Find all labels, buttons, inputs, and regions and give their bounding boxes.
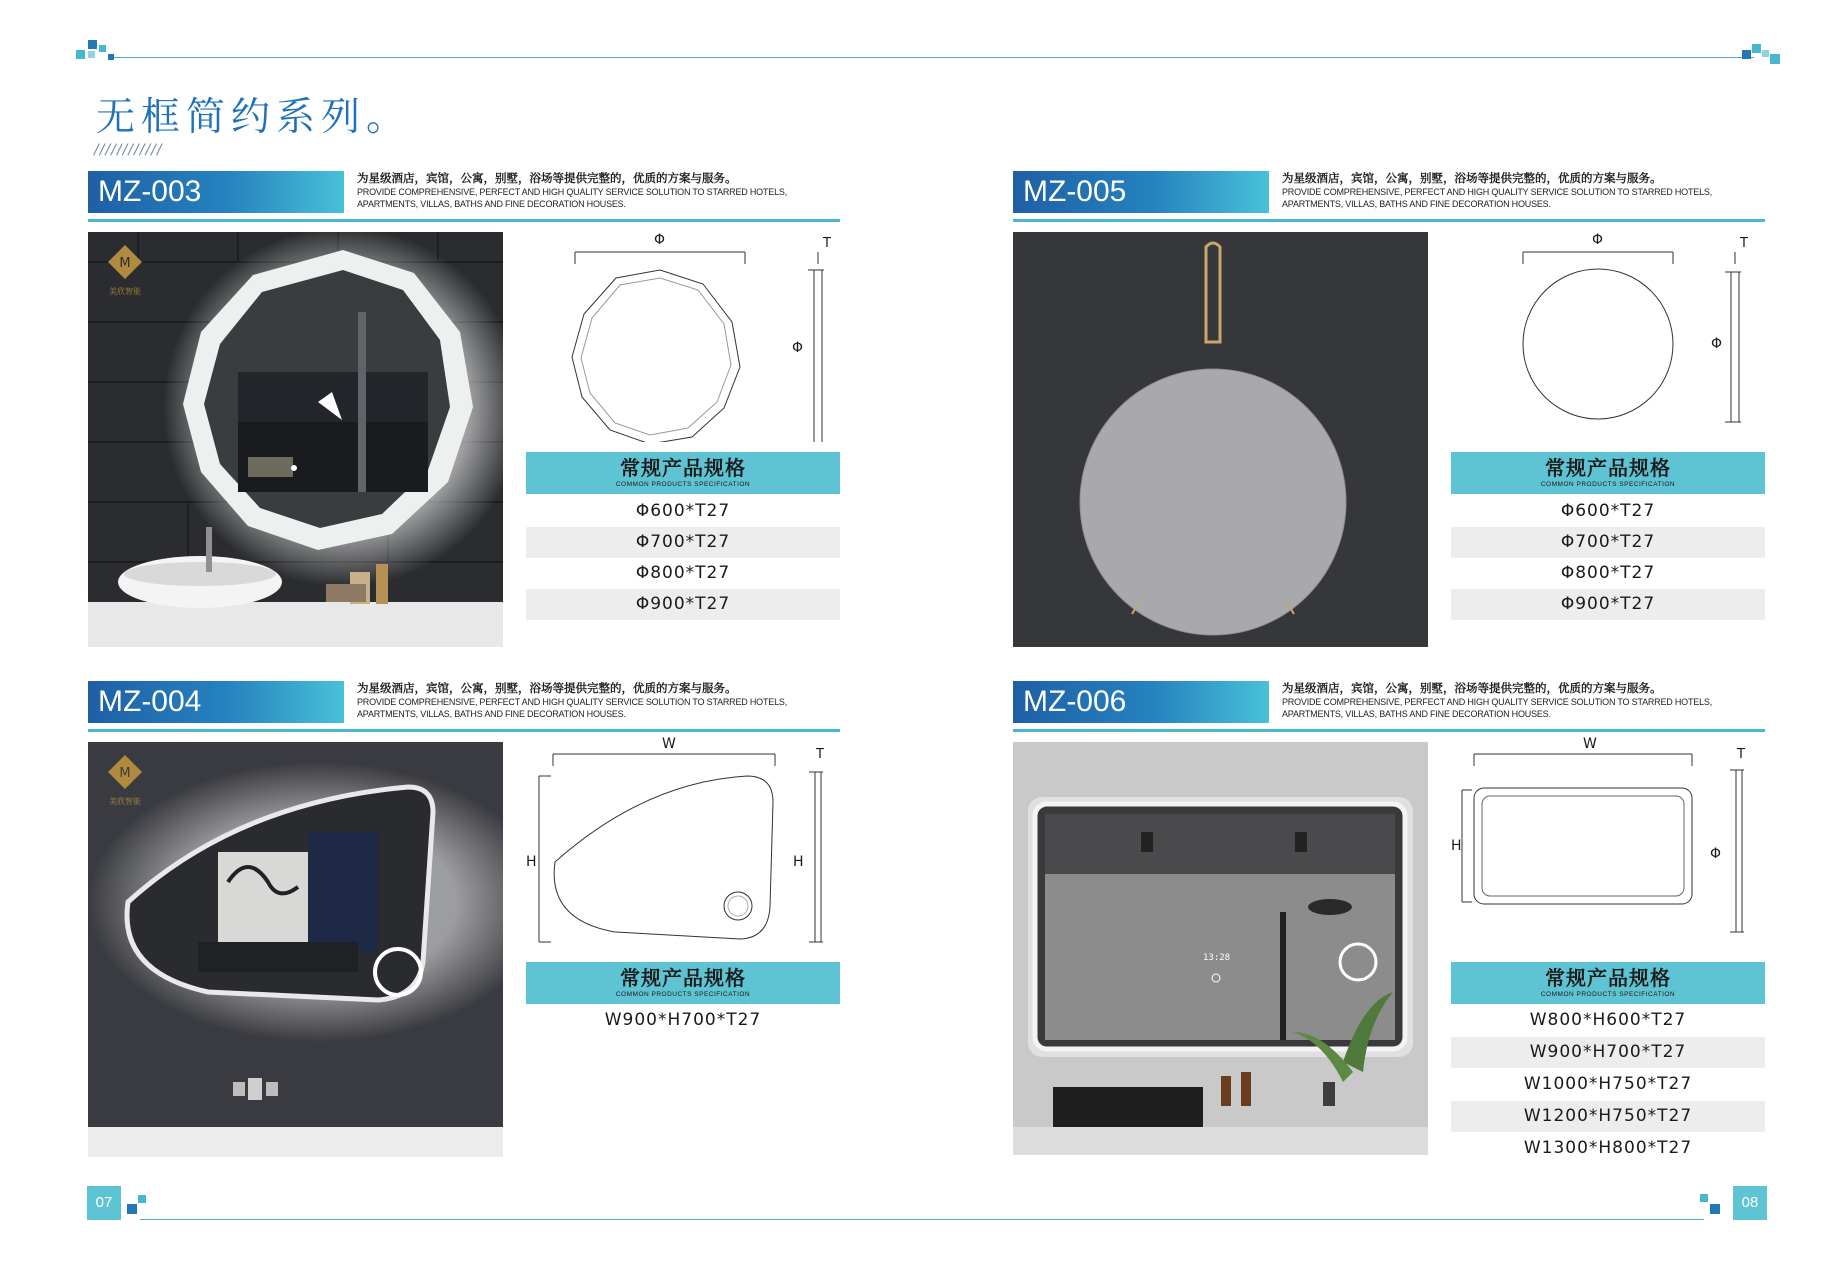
- description-en-1: PROVIDE COMPREHENSIVE, PERFECT AND HIGH QUALITY SERVICE SOLUTION TO STARRED HOTELS,: [1282, 187, 1712, 197]
- spec-heading-en: COMMON PRODUCTS SPECIFICATION: [1540, 991, 1676, 998]
- spec-heading: [1451, 452, 1765, 494]
- decor-square: [138, 1195, 146, 1203]
- dim-width-label: Φ: [1592, 232, 1604, 248]
- spec-row: Φ900*T27: [1451, 589, 1765, 620]
- dim-thickness-label: T: [1740, 236, 1748, 251]
- decor-square: [1770, 54, 1780, 64]
- dim-thickness-label: T: [1737, 747, 1745, 762]
- decor-square: [76, 50, 85, 59]
- spec-heading: [1451, 962, 1765, 1004]
- description-cn: 为星级酒店，宾馆，公寓，别墅，浴场等提供完整的，优质的方案与服务。: [1282, 171, 1662, 185]
- spec-row: Φ700*T27: [526, 527, 840, 558]
- spec-row: Φ800*T27: [635, 563, 731, 583]
- spec-row: W1300*H800*T27: [1523, 1138, 1693, 1158]
- description-en-1: PROVIDE COMPREHENSIVE, PERFECT AND HIGH QUALITY SERVICE SOLUTION TO STARRED HOTELS,: [1282, 697, 1712, 707]
- decor-square: [99, 45, 106, 52]
- spec-row: W1000*H750*T27: [1523, 1074, 1693, 1094]
- brand-logo: [102, 752, 148, 812]
- logo-text: 美欣智能: [109, 797, 141, 806]
- section-rule: [1013, 729, 1765, 732]
- description-en-2: APARTMENTS, VILLAS, BATHS AND FINE DECORATION HOUSES.: [357, 199, 626, 209]
- dimension-drawing-mz-005: [1485, 232, 1770, 446]
- product-photo-mz-003: [88, 232, 503, 647]
- section-rule: [88, 219, 840, 222]
- decor-square: [1710, 1204, 1720, 1214]
- page-title: 无框简约系列。: [96, 95, 412, 140]
- dimension-drawing-mz-003: [560, 232, 845, 446]
- decor-square: [1700, 1194, 1708, 1202]
- description-cn: 为星级酒店，宾馆，公寓，别墅，浴场等提供完整的，优质的方案与服务。: [1282, 681, 1662, 695]
- product-photo-mz-005: [1013, 232, 1428, 647]
- spec-row: W900*H700*T27: [1451, 1037, 1765, 1068]
- spec-row: Φ900*T27: [526, 589, 840, 620]
- spec-heading: [526, 452, 840, 494]
- description-en-2: APARTMENTS, VILLAS, BATHS AND FINE DECORATION HOUSES.: [1282, 199, 1551, 209]
- svg-text:M: M: [119, 256, 131, 271]
- product-description: [1282, 170, 1762, 210]
- description-cn: 为星级酒店，宾馆，公寓，别墅，浴场等提供完整的，优质的方案与服务。: [357, 681, 737, 695]
- spec-row: Φ800*T27: [1560, 563, 1656, 583]
- model-label: MZ-005: [1013, 171, 1269, 213]
- dim-height-label: Φ: [792, 340, 804, 356]
- svg-text:M: M: [119, 766, 131, 781]
- description-cn: 为星级酒店，宾馆，公寓，别墅，浴场等提供完整的，优质的方案与服务。: [357, 171, 737, 185]
- dim-width-label: W: [1583, 736, 1597, 752]
- spec-heading-en: COMMON PRODUCTS SPECIFICATION: [615, 481, 751, 488]
- spec-heading-cn: 常规产品规格: [1545, 456, 1671, 480]
- dim-height-label-right: H: [793, 854, 804, 870]
- bottom-rule: [140, 1219, 1704, 1220]
- dimension-drawing-mz-004: [525, 736, 825, 956]
- decor-square: [127, 1204, 137, 1214]
- decor-square: [1752, 44, 1761, 53]
- product-photo-mz-006: [1013, 742, 1428, 1155]
- spec-row: W900*H700*T27: [604, 1010, 762, 1030]
- decor-square: [88, 51, 95, 58]
- product-description: [357, 680, 837, 720]
- spec-heading-en: COMMON PRODUCTS SPECIFICATION: [615, 991, 751, 998]
- spec-heading-en: COMMON PRODUCTS SPECIFICATION: [1540, 481, 1676, 488]
- dim-height-label: Φ: [1711, 336, 1723, 352]
- top-rule: [114, 57, 1754, 58]
- mirror-clock-text: 13:28: [1203, 953, 1231, 963]
- brand-logo: [102, 242, 148, 302]
- dim-width-label: W: [662, 736, 676, 752]
- section-rule: [1013, 219, 1765, 222]
- decor-square: [1762, 50, 1769, 57]
- dim-thickness-label: T: [823, 236, 831, 251]
- decor-square: [1742, 50, 1751, 59]
- dim-height-label: H: [1451, 838, 1462, 854]
- decor-slashes: ////////////: [94, 142, 163, 158]
- page-number-left: 07: [87, 1186, 121, 1220]
- model-label: MZ-004: [88, 681, 344, 723]
- product-description: [357, 170, 837, 210]
- product-photo-mz-004: [88, 742, 503, 1157]
- spec-heading: [526, 962, 840, 1004]
- dim-width-label: Φ: [654, 232, 666, 248]
- model-label: MZ-006: [1013, 681, 1269, 723]
- product-description: [1282, 680, 1762, 720]
- spec-heading-cn: 常规产品规格: [620, 456, 746, 480]
- spec-row: W800*H600*T27: [1529, 1010, 1687, 1030]
- decor-square: [88, 40, 97, 49]
- spec-heading-cn: 常规产品规格: [620, 966, 746, 990]
- dim-thickness-label: T: [816, 747, 824, 762]
- dim-height-label: H: [526, 854, 537, 870]
- dimension-drawing-mz-006: [1450, 736, 1750, 956]
- spec-row: Φ600*T27: [635, 501, 731, 521]
- spec-row: Φ600*T27: [1560, 501, 1656, 521]
- description-en-2: APARTMENTS, VILLAS, BATHS AND FINE DECORATION HOUSES.: [357, 709, 626, 719]
- spec-row: W1200*H750*T27: [1451, 1101, 1765, 1132]
- spec-heading-cn: 常规产品规格: [1545, 966, 1671, 990]
- description-en-1: PROVIDE COMPREHENSIVE, PERFECT AND HIGH QUALITY SERVICE SOLUTION TO STARRED HOTELS,: [357, 187, 787, 197]
- section-rule: [88, 729, 840, 732]
- model-label: MZ-003: [88, 171, 344, 213]
- page-number-right: 08: [1733, 1186, 1767, 1220]
- description-en-1: PROVIDE COMPREHENSIVE, PERFECT AND HIGH QUALITY SERVICE SOLUTION TO STARRED HOTELS,: [357, 697, 787, 707]
- spec-row: Φ700*T27: [1451, 527, 1765, 558]
- description-en-2: APARTMENTS, VILLAS, BATHS AND FINE DECORATION HOUSES.: [1282, 709, 1551, 719]
- dim-height-label-right: Φ: [1710, 846, 1722, 862]
- logo-text: 美欣智能: [109, 287, 141, 296]
